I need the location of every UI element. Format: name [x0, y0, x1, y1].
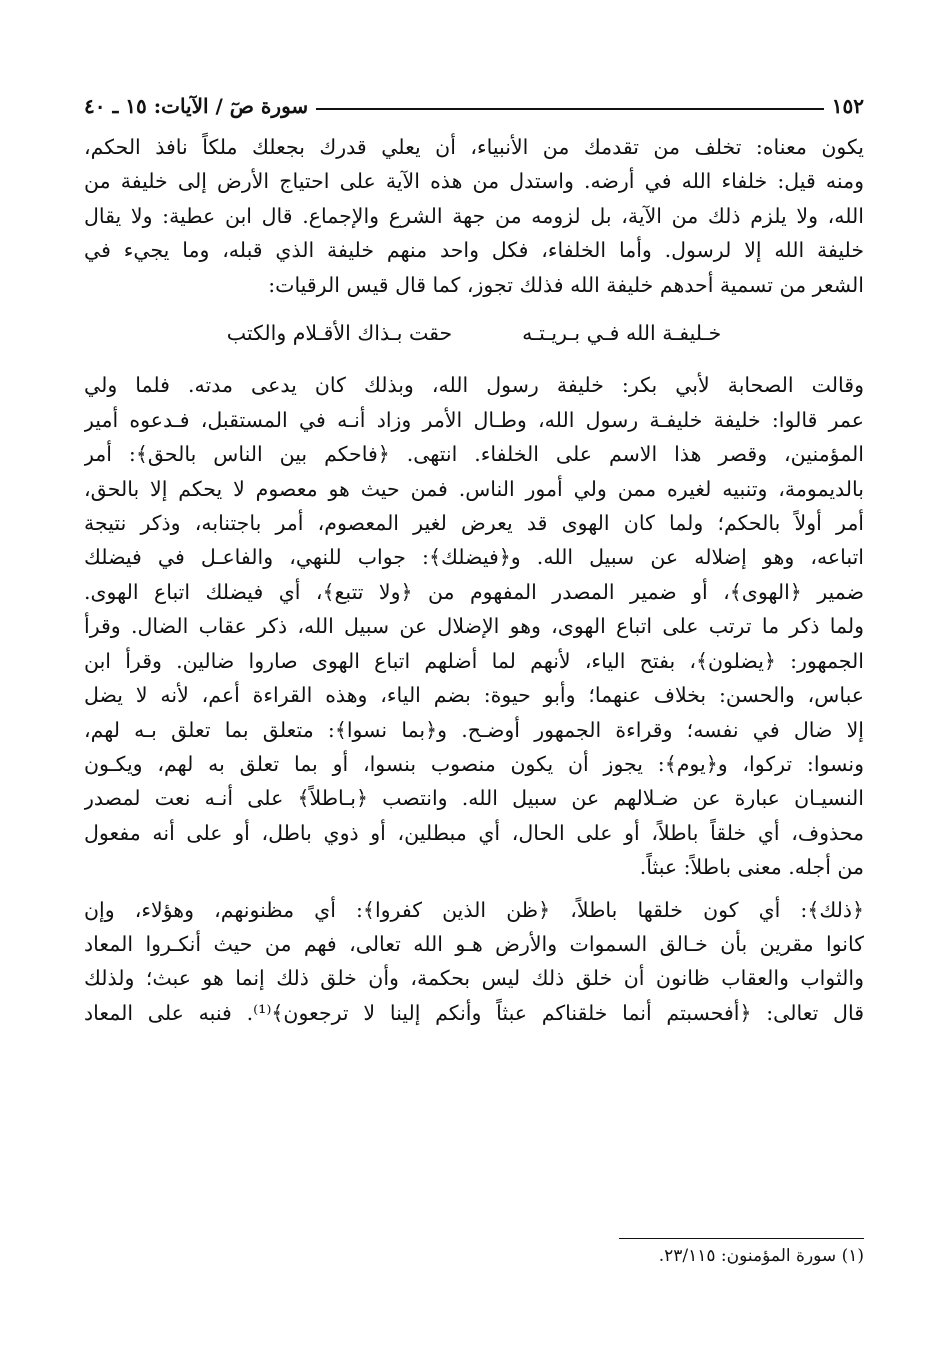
- text-line: الله، ولا يلزم ذلك من الآية، بل لزومه من جهة الشرع والإجماع. قال ابن عطية: ولا يقال: [84, 203, 864, 228]
- footnote: (١) سورة المؤمنون: ٢٣/١١٥.: [658, 1246, 864, 1266]
- paragraph-2: [84, 368, 864, 884]
- text-line: كانوا مقرين بأن خـالق السموات والأرض هـو الله تعالى، فهم من حيث أنكـروا المعاد: [84, 931, 864, 956]
- text-line: عباس، والحسن: بخلاف عنهما؛ وأبو حيوة: بضم الياء، وهذه القراءة أعم، لأنه لا يضل: [84, 683, 864, 708]
- text-line: ونسوا: تركوا، و﴿يوم﴾: يجوز أن يكون منصوب بنسوا، أو بما تعلق به لهم، ويكـون: [84, 751, 864, 776]
- text-line: ﴿ذلك﴾: أي كون خلقها باطلاً، ﴿ظن الذين كفروا﴾: أي مظنونهم، وهؤلاء، وإن: [84, 897, 864, 922]
- text-line: الشعر من تسمية أحدهم خليفة الله فذلك تجوز، كما قال قيس الرقيات:: [268, 272, 864, 297]
- text-line: الجمهور: ﴿يضلون﴾، بفتح الياء، لأنهم لما أضلهم اتباع الهوى صاروا ضالين. وقرأ ابن: [84, 648, 864, 673]
- text-line: ضمير ﴿الهوى﴾، أو ضمير المصدر المفهوم من ﴿ولا تتبع﴾، أي فيضلك اتباع الهوى.: [84, 579, 864, 604]
- text-line: ومنه قيل: خلفاء الله في أرضه. واستدل من هذه الآية على احتياج الأرض إلى خليفة من: [84, 169, 864, 194]
- text-line: اتباعه، وهو إضلاله عن سبيل الله. و﴿فيضلك﴾: جواب للنهي، والفاعـل في فيضلك: [84, 545, 864, 570]
- text-line: وقالت الصحابة لأبي بكر: خليفة رسول الله، وبذلك كان يدعى مدته. فلما ولي: [84, 373, 864, 398]
- footnote-rule: [619, 1238, 864, 1239]
- text-line: يكون معناه: تخلف من تقدمك من الأنبياء، أن يعلي قدرك بجعلك ملكاً نافذ الحكم،: [84, 135, 864, 159]
- verse-first-hemistich: خـليفـة الله فـي بـريـتـه: [522, 321, 722, 346]
- text-line: من أجله. معنى باطلاً: عبثاً.: [639, 855, 864, 880]
- running-title: سورة صٓ / الآيات: ١٥ ـ ٤٠: [84, 94, 309, 118]
- header-rule: [316, 108, 824, 110]
- text-line: بالديمومة، وتنبيه لغيره ممن ولي أمور الناس. فمن حيث هو معصوم لا يحكم إلا بالحق،: [84, 476, 864, 501]
- text-line: ولما ذكر ما ترتب على اتباع الهوى، وهو الإضلال عن سبيل الله، ذكر عقاب الضال. وقرأ: [84, 614, 864, 639]
- main-text: [84, 130, 864, 1030]
- text-line: والثواب والعقاب ظانون أن خلق ذلك ليس بحكمة، وأن خلق ذلك إنما هو عبث؛ ولذلك: [84, 966, 864, 991]
- text-line: خليفة الله إلا لرسول. وأما الخلفاء، فكل واحد منهم خليفة الذي قبله، وما يجيء في: [84, 238, 864, 263]
- paragraph-1: [84, 130, 864, 302]
- verse-second-hemistich: حقت بـذاك الأقـلام والكتب: [226, 321, 453, 346]
- text-line: النسيـان عبارة عن ضـلالهم عن سبيل الله. وانتصب ﴿بـاطلاً﴾ على أنـه نعت لمصدر: [84, 786, 864, 811]
- text-line: قال تعالى: ﴿أفحسبتم أنما خلقناكم عبثاً وأنكم إلينا لا ترجعون﴾⁽¹⁾. فنبه على المعاد: [84, 1000, 864, 1025]
- text-line: أمر أولاً بالحكم؛ ولما كان الهوى قد يعرض لغير المعصوم، أمر باجتنابه، وذكر نتيجة: [84, 511, 864, 536]
- paragraph-3: [84, 893, 864, 1031]
- text-line: إلا ضال في نفسه؛ وقراءة الجمهور أوضـح. و﴿بما نسوا﴾: متعلق بما تعلق بـه لهم،: [84, 717, 864, 742]
- text-line: محذوف، أي خلقاً باطلاً، أو على الحال، أي مبطلين، أو ذوي باطل، أو على أنه مفعول: [84, 820, 864, 845]
- page: [84, 88, 864, 1266]
- poetry-verse: [84, 316, 864, 350]
- running-header: [84, 88, 864, 124]
- text-line: المؤمنين، وقصر هذا الاسم على الخلفاء. انتهى. ﴿فاحكم بين الناس بالحق﴾: أمر: [84, 442, 864, 467]
- text-line: عمر قالوا: خليفة خليفـة رسول الله، وطـال الأمر وزاد أنـه في المستقبل، فـدعوه أمير: [84, 407, 864, 432]
- page-number: ١٥٢: [831, 94, 864, 118]
